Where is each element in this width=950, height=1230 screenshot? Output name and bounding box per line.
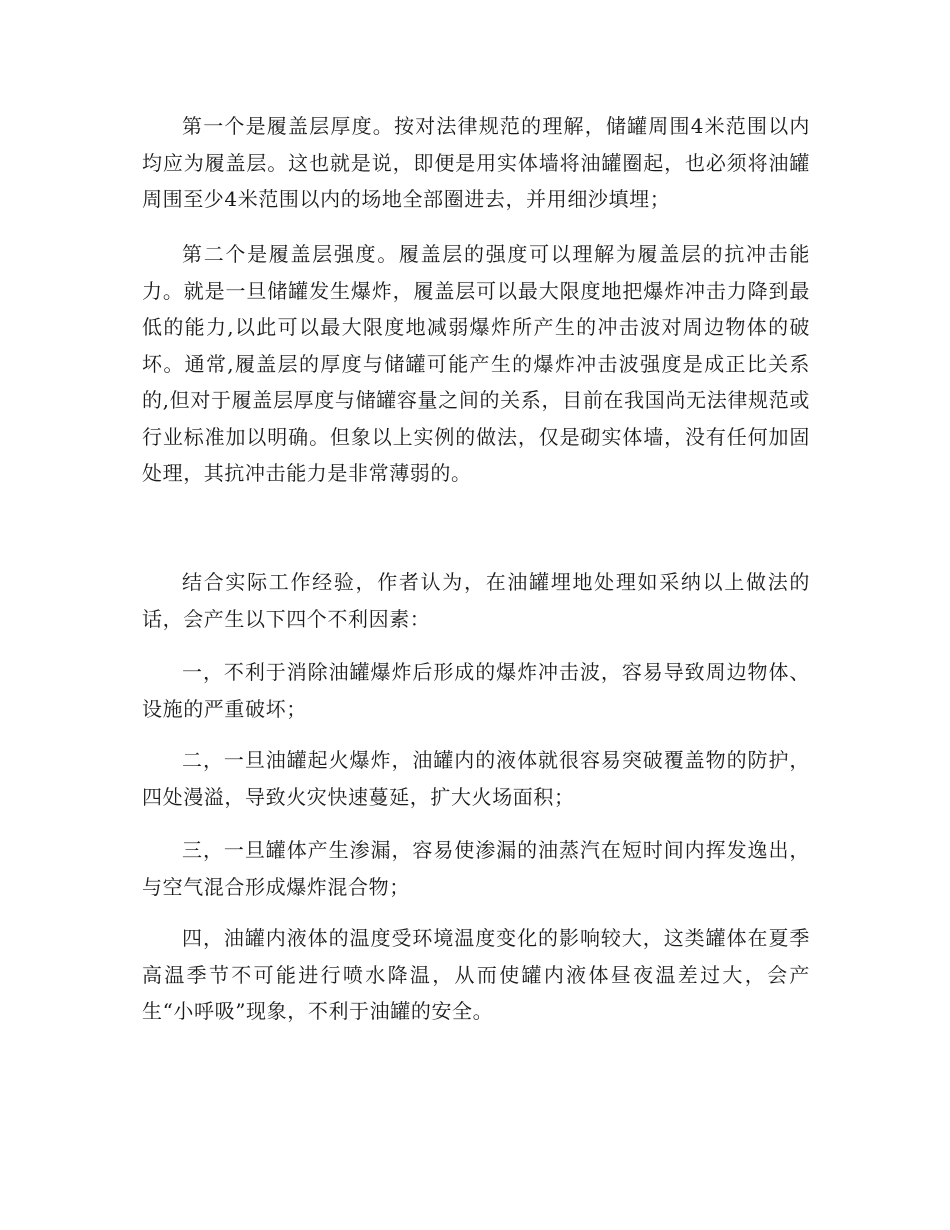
paragraph-cover-thickness: 第一个是履盖层厚度。按对法律规范的理解，储罐周围4米范围以内均应为履盖层。这也就是说，即便是用实体墙将油罐圈起，也必须将油罐周围至少4米范围以内的场地全部圈进去，并用细沙填埋； (142, 114, 810, 211)
paragraph-disadvantage-3: 三，一旦罐体产生渗漏，容易使渗漏的油蒸汽在短时间内挥发逸出，与空气混合形成爆炸混合物； (142, 838, 810, 899)
paragraph-cover-strength: 第二个是履盖层强度。履盖层的强度可以理解为履盖层的抗冲击能力。就是一旦储罐发生爆炸，履盖层可以最大限度地把爆炸冲击力降到最低的能力,以此可以最大限度地减弱爆炸所产生的冲击波对周边物体的破坏。通常,履盖层的厚度与储罐可能产生的爆炸冲击波强度是成正比关系的,但对于履盖层厚度与储罐容量之间的关系，目前在我国尚无法律规范或行业标准加以明确。但象以上实例的做法，仅是砌实体墙，没有任何加固处理，其抗冲击能力是非常薄弱的。 (142, 242, 810, 485)
paragraph-disadvantages-intro: 结合实际工作经验，作者认为，在油罐埋地处理如采纳以上做法的话，会产生以下四个不利因素： (142, 570, 810, 631)
paragraph-disadvantage-4: 四，油罐内液体的温度受环境温度变化的影响较大，这类罐体在夏季高温季节不可能进行喷水降温，从而使罐内液体昼夜温差过大，会产生“小呼吸”现象，不利于油罐的安全。 (142, 926, 810, 1023)
paragraph-disadvantage-1: 一，不利于消除油罐爆炸后形成的爆炸冲击波，容易导致周边物体、设施的严重破坏； (142, 660, 810, 721)
paragraph-disadvantage-2: 二，一旦油罐起火爆炸，油罐内的液体就很容易突破覆盖物的防护，四处漫溢，导致火灾快速蔓延，扩大火场面积； (142, 748, 810, 809)
